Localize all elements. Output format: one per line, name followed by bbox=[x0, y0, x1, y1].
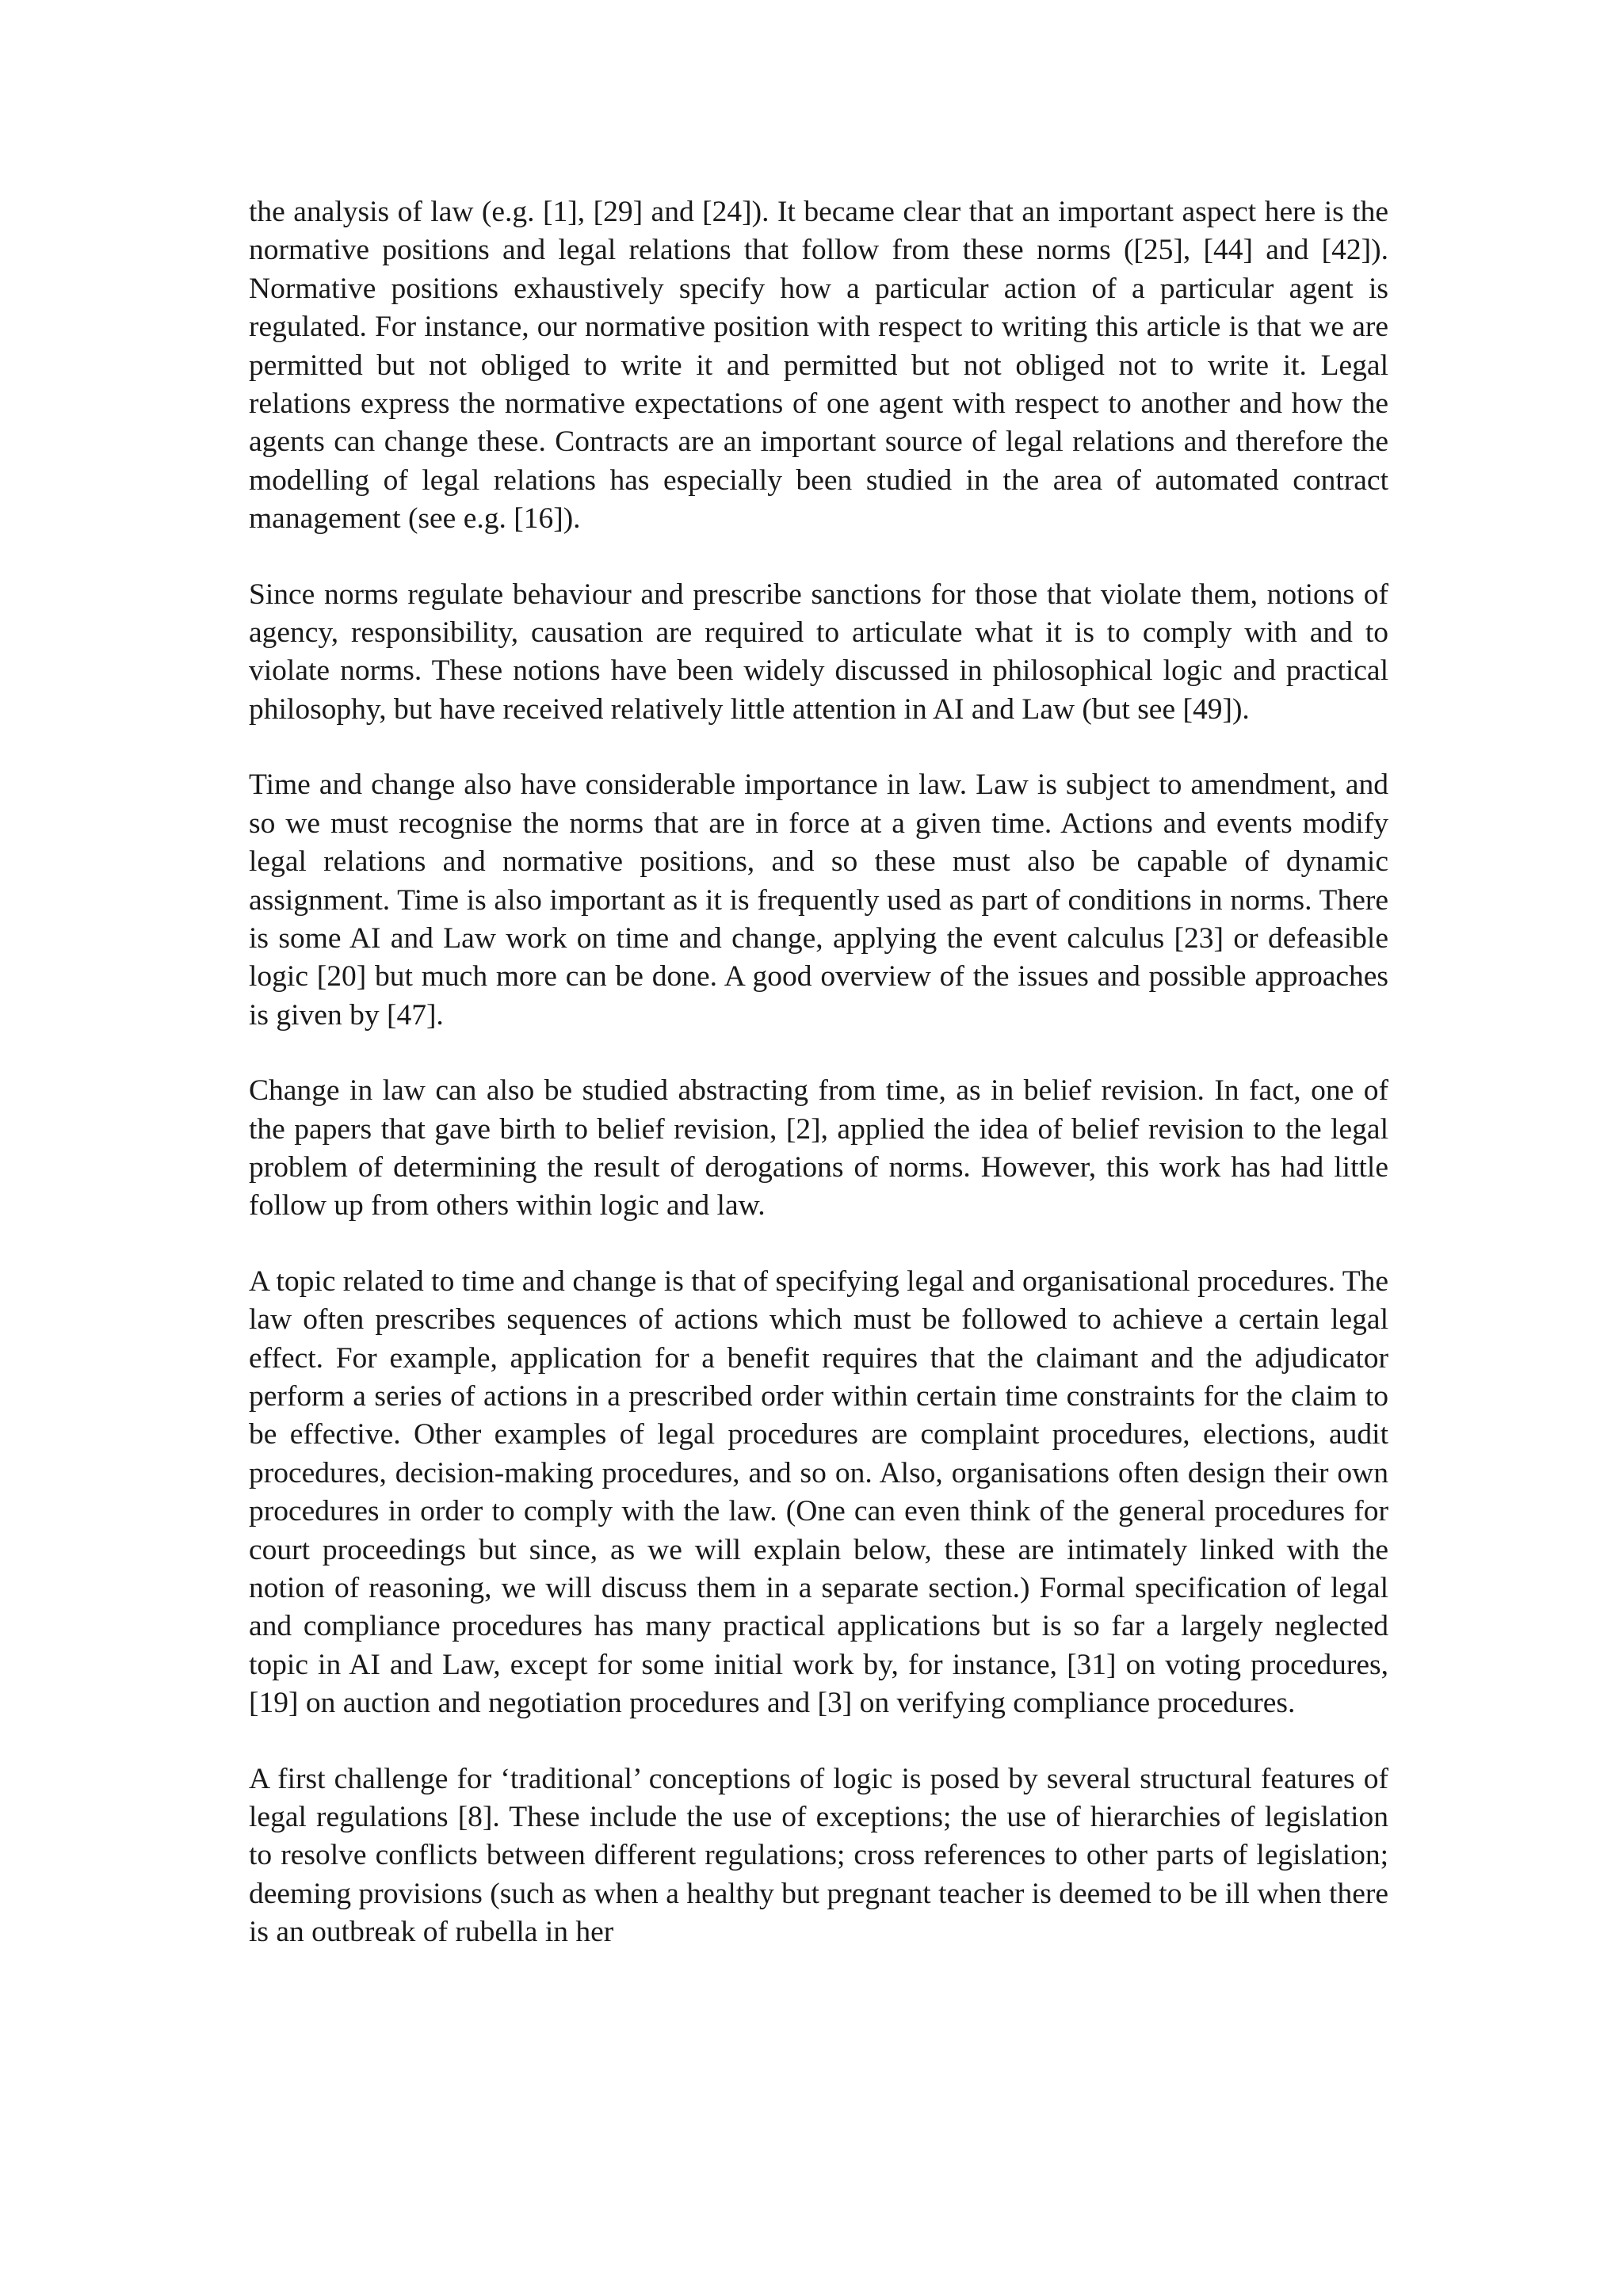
paragraph-legal-procedures: A topic related to time and change is that of specifying legal and organisational procedures. The law often prescribes sequences of actions which must be followed to achieve a certain legal effect. For example, application for a benefit requires that the claimant and the adjudicator perform a series of actions in a prescribed order within certain time constraints for the claim to be effective. Other examples of legal procedures are complaint procedures, elections, audit procedures, decision-making procedures, and so on. Also, organisations often design their own procedures in order to comply with the law. (One can even think of the general procedures for court proceedings but since, as we will explain below, these are intimately linked with the notion of reasoning, we will discuss them in a separate section.) Formal specification of legal and compliance procedures has many practical applications but is so far a largely neglected topic in AI and Law, except for some initial work by, for instance, [31] on voting procedures, [19] on auction and negotiation procedures and [3] on verifying compliance procedures. bbox=[249, 1264, 1388, 1720]
paragraph-time-and-change: Time and change also have considerable importance in law. Law is subject to amendment, and so we must recognise the norms that are in force at a given time. Actions and events modify legal relations and normative positions, and so these must also be capable of dynamic assignment. Time is also important as it is frequently used as part of conditions in norms. There is some AI and Law work on time and change, applying the event calculus [23] or defeasible logic [20] but much more can be done. A good overview of the issues and possible approaches is given by [47]. bbox=[249, 769, 1388, 1032]
document-page bbox=[249, 193, 1388, 1952]
paragraph-belief-revision: Change in law can also be studied abstracting from time, as in belief revision. In fact, one of the papers that gave birth to belief revision, [2], applied the idea of belief revision to the legal problem of determining the result of derogations of norms. However, this work has had little follow up from others within logic and law. bbox=[249, 1074, 1388, 1222]
paragraph-structural-features: A first challenge for ‘traditional’ conceptions of logic is posed by several structural features of legal regulations [8]. These include the use of exceptions; the use of hierarchies of legislation to resolve conflicts between different regulations; cross references to other parts of legislation; deeming provisions (such as when a healthy but pregnant teacher is deemed to be ill when there is an outbreak of rubella in her bbox=[249, 1762, 1388, 1949]
paragraph-normative-positions: the analysis of law (e.g. [1], [29] and [24]). It became clear that an important aspect here is the normative positions and legal relations that follow from these norms ([25], [44] and [42]). Normative positions exhaustively specify how a particular action of a particular agent is regulated. For instance, our normative position with respect to writing this article is that we are permitted but not obliged to write it and permitted but not obliged not to write it. Legal relations express the normative expectations of one agent with respect to another and how the agents can change these. Contracts are an important source of legal relations and therefore the modelling of legal relations has especially been studied in the area of automated contract management (see e.g. [16]). bbox=[249, 196, 1388, 536]
paragraph-agency-responsibility: Since norms regulate behaviour and prescribe sanctions for those that violate them, notions of agency, responsibility, causation are required to articulate what it is to comply with and to violate norms. These notions have been widely discussed in philosophical logic and practical philosophy, but have received relatively little attention in AI and Law (but see [49]). bbox=[249, 578, 1388, 726]
